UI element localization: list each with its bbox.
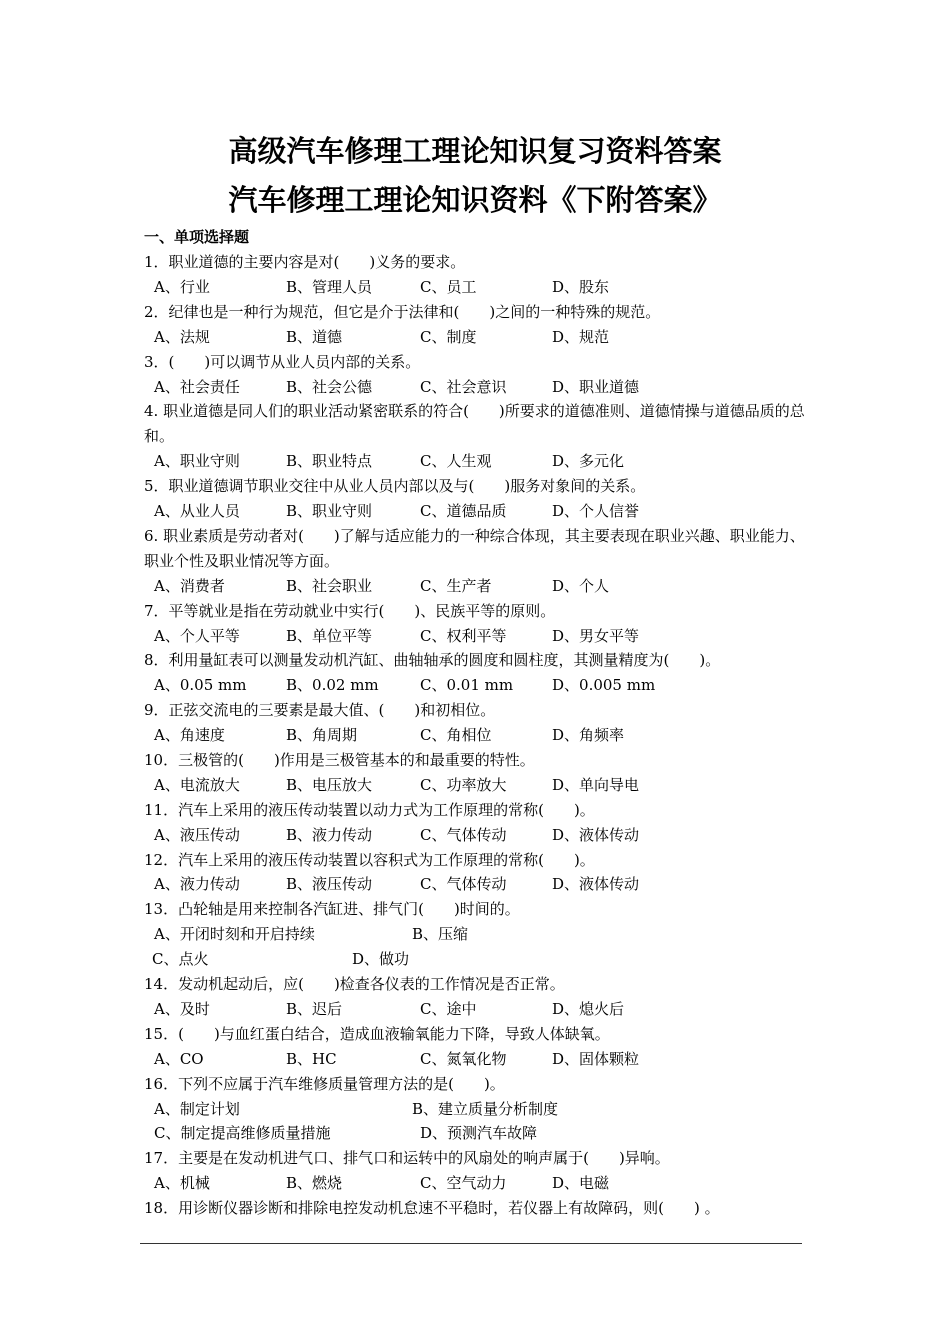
option-b: B、社会职业 <box>286 576 373 595</box>
option-d: D、股东 <box>552 277 610 296</box>
question-text: 11．汽车上采用的液压传动装置以动力式为工作原理的常称( )。 <box>144 800 595 819</box>
question-text: 9．正弦交流电的三要素是最大值、( )和初相位。 <box>144 701 496 720</box>
option-b: B、社会公德 <box>286 377 373 396</box>
option-a: A、消费者 <box>154 576 225 595</box>
question-text: 18．用诊断仪器诊断和排除电控发动机怠速不平稳时，若仪器上有故障码，则( ) 。 <box>144 1199 720 1218</box>
option-b: B、管理人员 <box>286 277 373 296</box>
question-text: 5．职业道德调节职业交往中从业人员内部以及与( )服务对象间的关系。 <box>144 477 646 496</box>
option-b: B、HC <box>286 1049 337 1068</box>
option-c: C、制度 <box>420 327 477 346</box>
option-b: B、液力传动 <box>286 825 373 844</box>
option-c: C、途中 <box>420 999 477 1018</box>
question-text: 2．纪律也是一种行为规范，但它是介于法律和( )之间的一种特殊的规范。 <box>144 302 661 321</box>
option-c: C、点火 <box>152 950 209 969</box>
option-b: B、电压放大 <box>286 775 373 794</box>
option-c: C、员工 <box>420 277 477 296</box>
question-text: 17．主要是在发动机进气口、排气口和运转中的风扇处的响声属于( )异响。 <box>144 1149 670 1168</box>
option-c: C、氮氧化物 <box>420 1049 507 1068</box>
option-c: C、0.01 mm <box>420 676 514 695</box>
option-b: B、建立质量分析制度 <box>412 1099 559 1118</box>
option-d: D、预测汽车故障 <box>420 1124 538 1143</box>
option-d: D、单向导电 <box>552 775 640 794</box>
option-a: A、机械 <box>154 1174 210 1193</box>
option-d: D、0.005 mm <box>552 676 656 695</box>
option-row <box>144 947 810 972</box>
option-row <box>144 673 810 698</box>
option-c: C、人生观 <box>420 452 492 471</box>
option-c: C、功率放大 <box>420 775 507 794</box>
question-text: 8．利用量缸表可以测量发动机汽缸、曲轴轴承的圆度和圆柱度，其测量精度为( )。 <box>144 651 721 670</box>
option-d: D、做功 <box>352 950 410 969</box>
option-a: A、液力传动 <box>154 875 240 894</box>
option-c: C、制定提高维修质量措施 <box>154 1124 331 1143</box>
option-b: B、迟后 <box>286 999 343 1018</box>
option-row <box>144 1121 810 1146</box>
option-a: A、CO <box>154 1049 204 1068</box>
option-row <box>144 449 810 474</box>
option-c: C、权利平等 <box>420 626 507 645</box>
option-d: D、职业道德 <box>552 377 640 396</box>
option-b: B、职业特点 <box>286 452 373 471</box>
option-d: D、角频率 <box>552 726 625 745</box>
option-row <box>144 823 810 848</box>
option-row <box>144 574 810 599</box>
option-row <box>144 723 810 748</box>
question-text: 12．汽车上采用的液压传动装置以容积式为工作原理的常称( )。 <box>144 850 595 869</box>
option-b: B、压缩 <box>412 925 469 944</box>
option-d: D、个人信誉 <box>552 502 640 520</box>
question-text: 4. 职业道德是同人们的职业活动紧密联系的符合( )所要求的道德准则、道德情操与道德品质的总和。 <box>144 402 805 446</box>
option-row <box>144 1097 810 1122</box>
option-a: A、角速度 <box>154 726 225 745</box>
question-text: 1．职业道德的主要内容是对( )义务的要求。 <box>144 253 466 271</box>
option-c: C、气体传动 <box>420 875 507 894</box>
option-d: D、多元化 <box>552 452 625 471</box>
option-a: A、液压传动 <box>154 825 240 844</box>
option-row <box>144 1047 810 1072</box>
option-row <box>144 275 810 300</box>
option-b: B、角周期 <box>286 726 358 745</box>
option-a: A、个人平等 <box>154 626 240 645</box>
option-c: C、角相位 <box>420 726 492 745</box>
option-b: B、0.02 mm <box>286 676 379 695</box>
option-d: D、液体传动 <box>552 825 640 844</box>
option-row <box>144 1171 810 1196</box>
option-b: B、燃烧 <box>286 1174 343 1193</box>
option-row <box>144 624 810 649</box>
option-a: A、开闭时刻和开启持续 <box>154 925 315 944</box>
question-list <box>144 250 810 1221</box>
option-b: B、职业守则 <box>286 502 373 520</box>
option-row <box>144 375 810 400</box>
question-text: 14．发动机起动后，应( )检查各仪表的工作情况是否正常。 <box>144 975 565 994</box>
option-row <box>144 922 810 947</box>
question-text: 16．下列不应属于汽车维修质量管理方法的是( )。 <box>144 1074 505 1093</box>
option-a: A、电流放大 <box>154 775 240 794</box>
option-c: C、气体传动 <box>420 825 507 844</box>
option-d: D、电磁 <box>552 1174 610 1193</box>
option-row <box>144 997 810 1022</box>
option-c: C、生产者 <box>420 576 492 595</box>
option-b: B、液压传动 <box>286 875 373 894</box>
option-c: C、道德品质 <box>420 502 507 520</box>
option-d: D、男女平等 <box>552 626 640 645</box>
option-a: A、社会责任 <box>154 377 240 396</box>
question-text: 10．三极管的( )作用是三极管基本的和最重要的特性。 <box>144 750 535 769</box>
section-heading: 一、单项选择题 <box>144 228 250 246</box>
option-a: A、职业守则 <box>154 452 240 471</box>
question-text: 3．( )可以调节从业人员内部的关系。 <box>144 352 421 371</box>
option-a: A、从业人员 <box>154 502 240 520</box>
option-a: A、法规 <box>154 327 210 346</box>
option-d: D、熄火后 <box>552 999 625 1018</box>
question-text: 15．( )与血红蛋白结合，造成血液输氧能力下降，导致人体缺氧。 <box>144 1024 610 1043</box>
question-text: 13．凸轮轴是用来控制各汽缸进、排气门( )时间的。 <box>144 900 520 919</box>
option-row <box>144 499 810 524</box>
option-row <box>144 773 810 798</box>
option-b: B、单位平等 <box>286 626 373 645</box>
option-row <box>144 325 810 350</box>
document-title: 高级汽车修理工理论知识复习资料答案 <box>228 134 722 168</box>
option-d: D、个人 <box>552 576 610 595</box>
option-c: C、空气动力 <box>420 1174 507 1193</box>
option-a: A、制定计划 <box>154 1099 240 1118</box>
option-row <box>144 872 810 897</box>
footer-divider <box>140 1243 802 1244</box>
option-b: B、道德 <box>286 327 343 346</box>
document-subtitle: 汽车修理工理论知识资料《下附答案》 <box>228 183 722 217</box>
option-a: A、及时 <box>154 999 210 1018</box>
option-d: D、固体颗粒 <box>552 1049 640 1068</box>
option-d: D、液体传动 <box>552 875 640 894</box>
question-text: 7．平等就业是指在劳动就业中实行( )、民族平等的原则。 <box>144 601 556 620</box>
option-d: D、规范 <box>552 327 610 346</box>
option-a: A、行业 <box>154 277 210 296</box>
option-a: A、0.05 mm <box>154 676 247 695</box>
question-text: 6. 职业素质是劳动者对( )了解与适应能力的一种综合体现，其主要表现在职业兴趣、职业能力、职业个性及职业情况等方面。 <box>144 526 805 570</box>
option-c: C、社会意识 <box>420 377 507 396</box>
